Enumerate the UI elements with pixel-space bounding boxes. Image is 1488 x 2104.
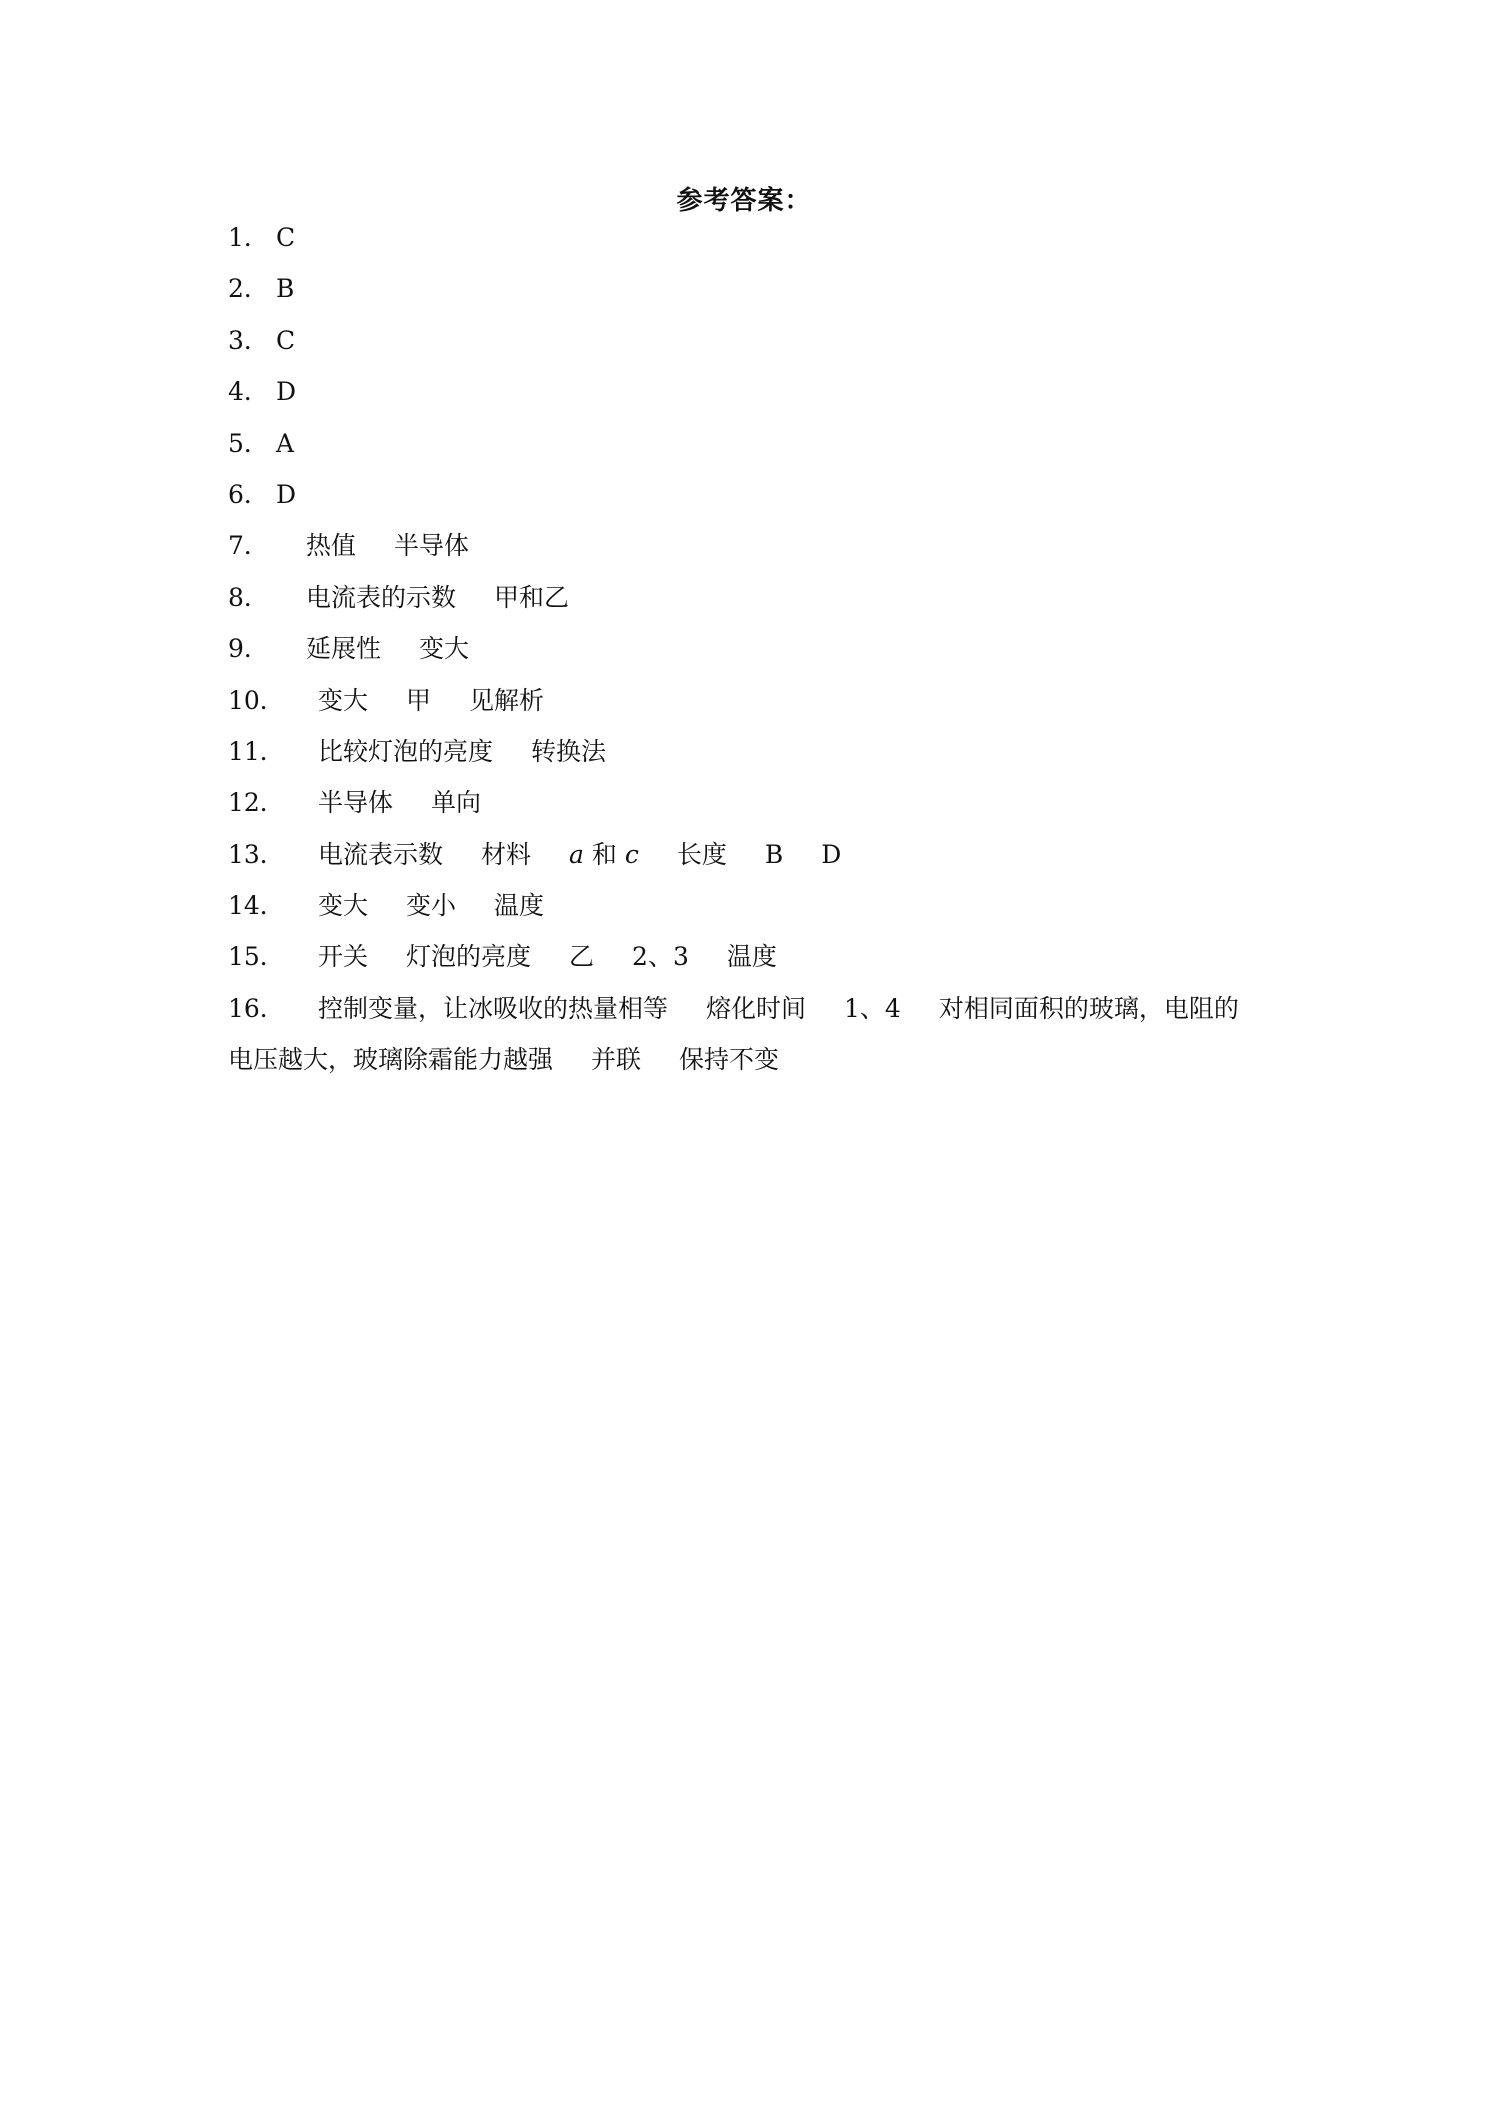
answer-number: 1． bbox=[228, 223, 269, 252]
answer-part: 比较灯泡的亮度 bbox=[318, 736, 494, 766]
answer-row-14 bbox=[228, 880, 1268, 931]
answer-number: 8． bbox=[228, 582, 269, 612]
answer-number: 13． bbox=[228, 839, 285, 869]
answer-part: 热值 bbox=[306, 531, 357, 561]
answer-part: D bbox=[276, 377, 297, 407]
answer-part: 电流表示数 bbox=[318, 839, 444, 869]
answer-row-16-continuation bbox=[228, 1034, 1268, 1085]
answer-part: 材料 bbox=[481, 839, 532, 869]
answer-row-9 bbox=[228, 623, 1268, 674]
answer-part: 电流表的示数 bbox=[306, 582, 457, 612]
answer-row-4 bbox=[228, 366, 1268, 417]
answer-part: 延展性 bbox=[306, 634, 382, 664]
answer-part: 见解析 bbox=[469, 685, 545, 715]
answer-part: 温度 bbox=[726, 942, 777, 972]
answer-row-15 bbox=[228, 931, 1268, 982]
answer-part-a-and-c bbox=[569, 829, 639, 880]
answer-part: 变小 bbox=[406, 891, 457, 921]
answer-number: 15． bbox=[228, 942, 285, 972]
answer-row-7 bbox=[228, 520, 1268, 571]
answer-part: 乙 bbox=[569, 942, 595, 972]
answer-part: D bbox=[276, 479, 297, 509]
answer-part: 1、4 bbox=[844, 993, 901, 1023]
answer-part: 半导体 bbox=[394, 531, 470, 561]
answer-number: 16． bbox=[228, 993, 285, 1023]
answer-part: 并联 bbox=[591, 1045, 642, 1075]
answer-row-2 bbox=[228, 263, 1268, 314]
answer-row-5 bbox=[228, 418, 1268, 469]
variable-c: c bbox=[624, 839, 639, 869]
answer-part: 开关 bbox=[318, 942, 369, 972]
answer-row-3 bbox=[228, 315, 1268, 366]
answer-part: 甲和乙 bbox=[494, 582, 570, 612]
answer-part: 控制变量，让冰吸收的热量相等 bbox=[318, 993, 669, 1023]
answer-row-13 bbox=[228, 829, 1268, 880]
answer-part: 变大 bbox=[419, 634, 470, 664]
answer-part: 对相同面积的玻璃，电阻的 bbox=[938, 993, 1239, 1023]
answer-part: 长度 bbox=[676, 839, 727, 869]
answer-part: D bbox=[821, 839, 842, 869]
answer-row-6 bbox=[228, 469, 1268, 520]
answer-row-10 bbox=[228, 675, 1268, 726]
answer-part: 转换法 bbox=[531, 736, 607, 766]
answer-part: 温度 bbox=[494, 891, 545, 921]
answer-part: A bbox=[276, 428, 295, 458]
answer-part: 电压越大，玻璃除霜能力越强 bbox=[228, 1045, 554, 1075]
answer-number: 14． bbox=[228, 891, 285, 921]
answer-row-12 bbox=[228, 777, 1268, 828]
answer-part: 变大 bbox=[318, 891, 369, 921]
answer-part: 单向 bbox=[431, 788, 482, 818]
answer-number: 6． bbox=[228, 479, 269, 509]
answer-number: 12． bbox=[228, 788, 285, 818]
answer-row-1 bbox=[228, 212, 1268, 263]
answer-part: 灯泡的亮度 bbox=[406, 942, 532, 972]
answer-number: 4． bbox=[228, 377, 269, 407]
answer-number: 3． bbox=[228, 325, 269, 355]
answer-number: 9． bbox=[228, 634, 269, 664]
conjunction: 和 bbox=[591, 839, 617, 869]
answer-part: B bbox=[276, 274, 295, 304]
answer-number: 2． bbox=[228, 274, 269, 304]
answer-row-16 bbox=[228, 983, 1268, 1034]
answer-part: 2、3 bbox=[632, 942, 689, 972]
answer-number: 11． bbox=[228, 736, 285, 766]
answer-part: 变大 bbox=[318, 685, 369, 715]
answer-part: C bbox=[276, 325, 296, 355]
answer-row-11 bbox=[228, 726, 1268, 777]
answer-part: 半导体 bbox=[318, 788, 394, 818]
answer-number: 5． bbox=[228, 428, 269, 458]
answer-part: 保持不变 bbox=[679, 1045, 780, 1075]
answer-list bbox=[228, 212, 1268, 1086]
answer-part: 甲 bbox=[406, 685, 432, 715]
variable-a: a bbox=[569, 839, 584, 869]
answer-part: 熔化时间 bbox=[706, 993, 807, 1023]
answer-part: C bbox=[276, 223, 296, 252]
answer-row-8 bbox=[228, 572, 1268, 623]
answer-number: 10． bbox=[228, 685, 285, 715]
page-title: 参考答案： bbox=[676, 186, 812, 216]
answer-part: B bbox=[764, 839, 784, 869]
answer-number: 7． bbox=[228, 531, 269, 561]
